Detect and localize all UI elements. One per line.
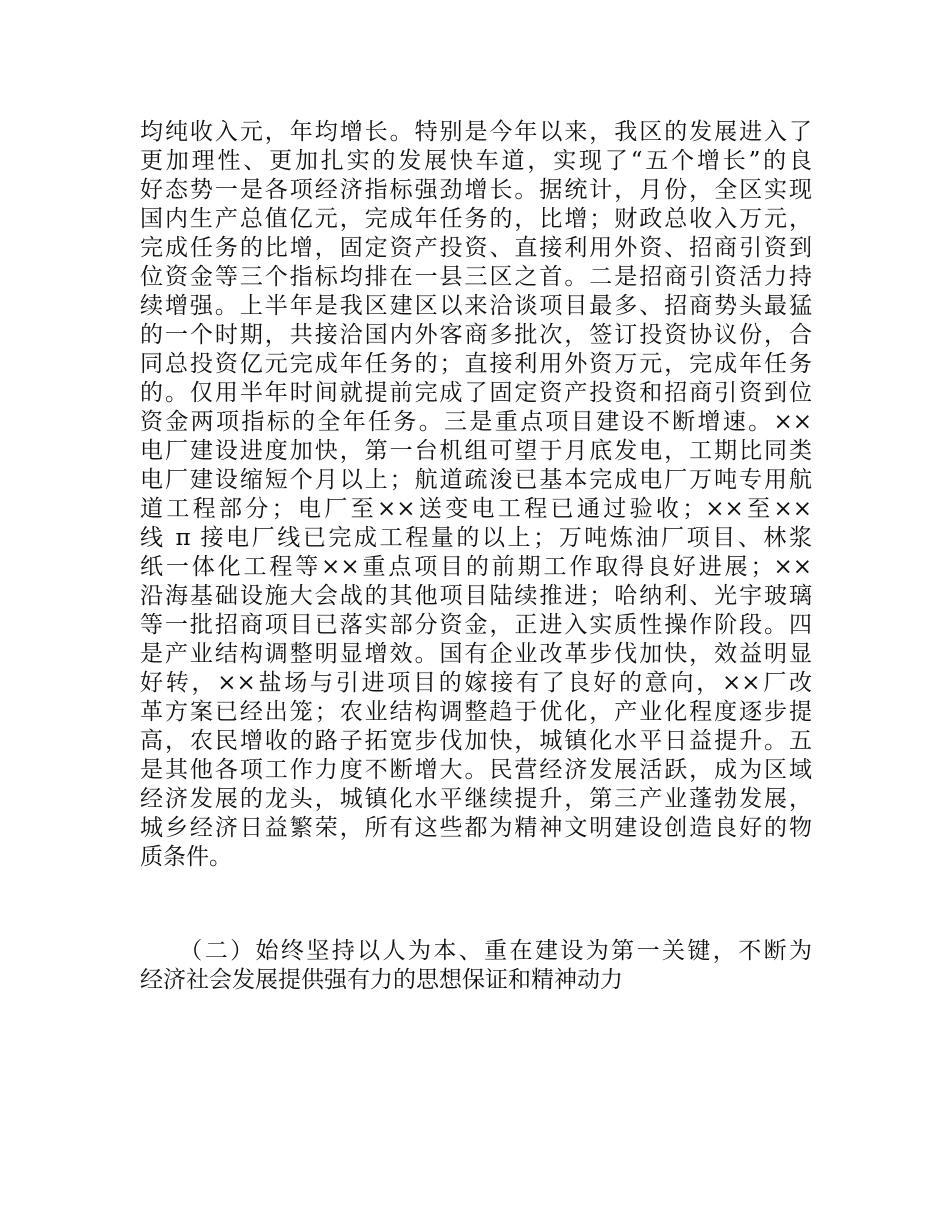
section-heading bbox=[140, 937, 812, 995]
heading-line: 经济社会发展提供强有力的思想保证和精神动力 bbox=[140, 967, 623, 993]
body-line: 资金两项指标的全年任务。三是重点项目建设不断增速。×× bbox=[140, 409, 812, 435]
body-line: 沿海基础设施大会战的其他项目陆续推进；哈纳利、光宇玻璃 bbox=[140, 583, 812, 609]
body-line: 电厂建设进度加快，第一台机组可望于月底发电，工期比同类 bbox=[140, 438, 812, 464]
body-line: 完成任务的比增，固定资产投资、直接利用外资、招商引资到 bbox=[140, 235, 812, 261]
body-line: 经济发展的龙头，城镇化水平继续提升，第三产业蓬勃发展， bbox=[140, 786, 812, 812]
body-line: 是产业结构调整明显增效。国有企业改革步伐加快，效益明显 bbox=[140, 641, 812, 667]
body-line: 续增强。上半年是我区建区以来洽谈项目最多、招商势头最猛 bbox=[140, 293, 812, 319]
body-line: 线 π 接电厂线已完成工程量的以上；万吨炼油厂项目、林浆 bbox=[140, 525, 812, 551]
body-line: 是其他各项工作力度不断增大。民营经济发展活跃，成为区域 bbox=[140, 757, 812, 783]
body-line: 同总投资亿元完成年任务的；直接利用外资万元，完成年任务 bbox=[140, 351, 812, 377]
body-line: 好转，××盐场与引进项目的嫁接有了良好的意向，××厂改 bbox=[140, 670, 812, 696]
body-line: 革方案已经出笼；农业结构调整趋于优化，产业化程度逐步提 bbox=[140, 699, 812, 725]
heading-line: （二）始终坚持以人为本、重在建设为第一关键，不断为 bbox=[140, 938, 812, 964]
body-line: 好态势一是各项经济指标强劲增长。据统计，月份，全区实现 bbox=[140, 177, 812, 203]
body-line: 城乡经济日益繁荣，所有这些都为精神文明建设创造良好的物 bbox=[140, 815, 812, 841]
body-paragraph bbox=[140, 118, 812, 872]
body-line: 道工程部分；电厂至××送变电工程已通过验收；××至×× bbox=[140, 496, 812, 522]
body-line: 质条件。 bbox=[140, 844, 232, 870]
body-line: 等一批招商项目已落实部分资金，正进入实质性操作阶段。四 bbox=[140, 612, 812, 638]
body-line: 电厂建设缩短个月以上；航道疏浚已基本完成电厂万吨专用航 bbox=[140, 467, 812, 493]
body-line: 纸一体化工程等××重点项目的前期工作取得良好进展；×× bbox=[140, 554, 812, 580]
body-line: 的一个时期，共接洽国内外客商多批次，签订投资协议份，合 bbox=[140, 322, 812, 348]
body-line: 国内生产总值亿元，完成年任务的，比增；财政总收入万元， bbox=[140, 206, 812, 232]
body-line: 均纯收入元，年均增长。特别是今年以来，我区的发展进入了 bbox=[140, 119, 812, 145]
body-line: 更加理性、更加扎实的发展快车道，实现了“五个增长”的良 bbox=[140, 148, 812, 174]
body-line: 高，农民增收的路子拓宽步伐加快，城镇化水平日益提升。五 bbox=[140, 728, 812, 754]
body-line: 的。仅用半年时间就提前完成了固定资产投资和招商引资到位 bbox=[140, 380, 812, 406]
body-line: 位资金等三个指标均排在一县三区之首。二是招商引资活力持 bbox=[140, 264, 812, 290]
